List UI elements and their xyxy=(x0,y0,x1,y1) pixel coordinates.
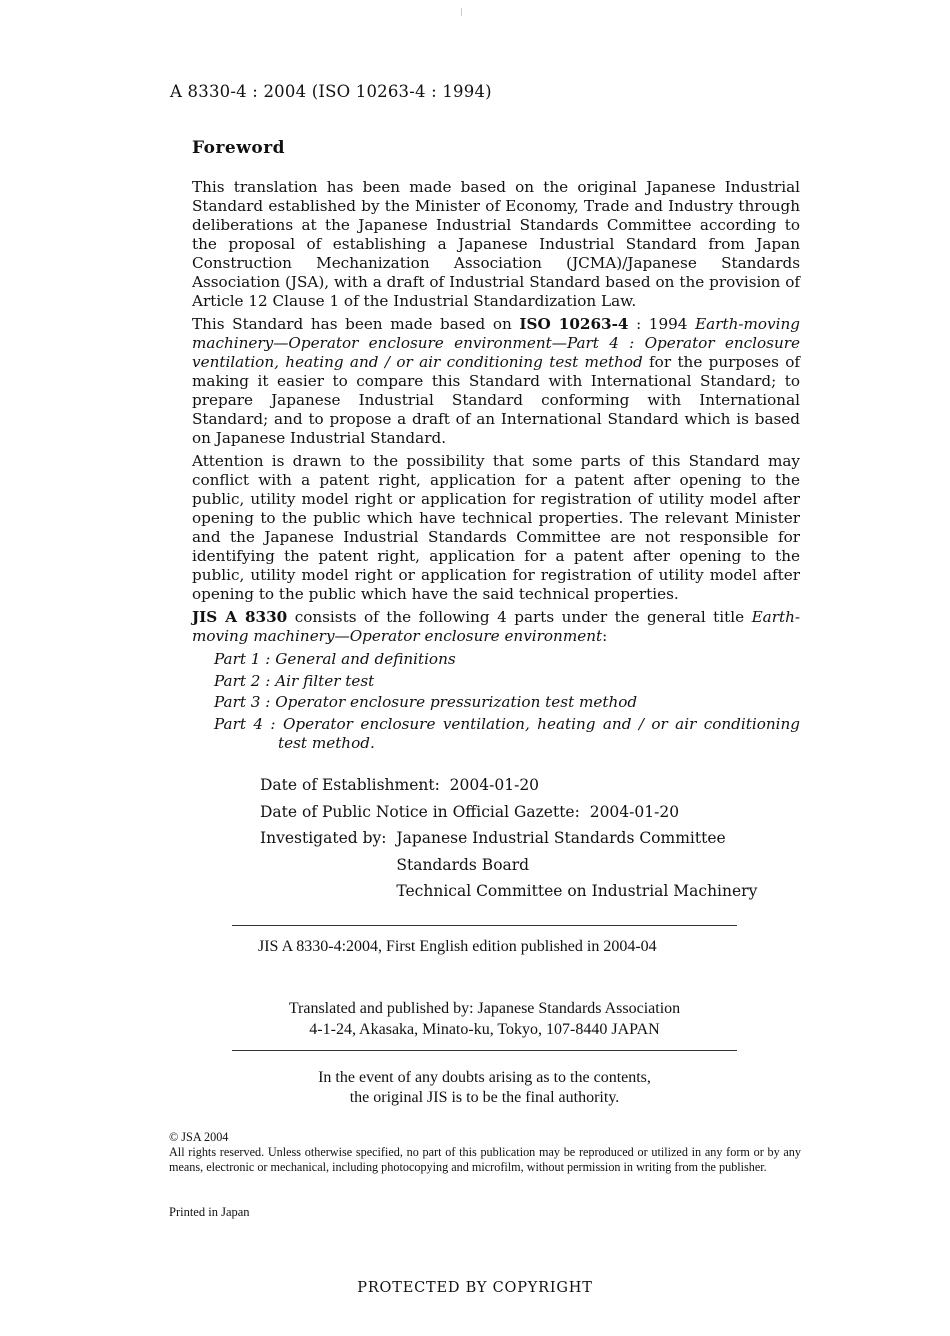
part-item: Part 3 : Operator enclosure pressurization test method xyxy=(214,693,638,711)
printed-in: Printed in Japan xyxy=(169,1205,250,1219)
publisher-block xyxy=(232,998,737,1040)
establishment-row xyxy=(260,772,757,799)
public-notice-label: Date of Public Notice in Official Gazette: xyxy=(260,802,580,821)
standard-designation: A 8330-4 : 2004 (ISO 10263-4 : 1994) xyxy=(170,82,492,101)
general-title: Earth-moving machinery—Operator enclosure environment xyxy=(192,608,800,645)
jis-reference: JIS A 8330 xyxy=(192,608,288,626)
establishment-label: Date of Establishment: xyxy=(260,776,440,794)
dates-block xyxy=(260,772,757,905)
scan-speck xyxy=(461,8,462,16)
investigating-body: Japanese Industrial Standards Committee xyxy=(396,829,726,847)
foreword-paragraph-3: Attention is drawn to the possibility that some parts of this Standard may conflict with a patent right, application for a patent after opening to the public, utility model right or application for registration of utility model after opening to the public which have technical properties. The relevant Minister and the Japanese Industrial Standards Committee are not responsible for identifying the patent right, application for a patent after opening to the public, utility model right or application for registration of utility model after opening to the public which have the said technical properties. xyxy=(192,452,800,603)
parts-list xyxy=(192,650,800,754)
foreword-body xyxy=(192,178,800,756)
foreword-heading: Foreword xyxy=(192,138,286,158)
investigated-label: Investigated by: xyxy=(260,829,387,847)
copyright-notice: © JSA 2004 xyxy=(169,1130,229,1144)
investigating-body: Standards Board xyxy=(396,855,530,874)
investigated-bodies xyxy=(396,825,757,905)
establishment-value: 2004-01-20 xyxy=(449,776,540,794)
divider-top xyxy=(232,925,737,926)
part-item: Part 2 : Air filter test xyxy=(214,671,375,690)
publisher-address: 4-1-24, Akasaka, Minato-ku, Tokyo, 107-8440 JAPAN xyxy=(309,1021,660,1038)
investigating-body: Technical Committee on Industrial Machinery xyxy=(396,882,758,900)
copyright-block xyxy=(169,1130,801,1175)
public-notice-row xyxy=(260,799,757,826)
page-footer: PROTECTED BY COPYRIGHT xyxy=(357,1280,593,1296)
publisher-name: Translated and published by: Japanese Standards Association xyxy=(288,1000,681,1017)
divider-bottom xyxy=(232,1050,737,1051)
iso-title: Earth-moving machinery—Operator enclosure environment—Part 4 : Operator enclosure ventilation, heating and / or air conditioning test method xyxy=(192,315,800,371)
rights-statement: All rights reserved. Unless otherwise specified, no part of this publication may be reproduced or utilized in any form or by any means, electronic or mechanical, including photocopying and microfilm, without permission in writing from the publisher. xyxy=(169,1145,801,1174)
foreword-paragraph-2: This Standard has been made based on ISO 10263-4 : 1994 Earth-moving machinery—Operator enclosure environment—Part 4 : Operator enclosure ventilation, heating and / or air conditioning test method for the purposes of making it easier to compare this Standard with International Standard; to prepare Japanese Industrial Standard conforming with International Standard; and to propose a draft of an International Standard which is based on Japanese Industrial Standard. xyxy=(192,315,800,447)
foreword-paragraph-1: This translation has been made based on the original Japanese Industrial Standard established by the Minister of Economy, Trade and Industry through deliberations at the Japanese Industrial Standards Committee according to the proposal of establishing a Japanese Industrial Standard from Japan Construction Mechanization Association (JCMA)/Japanese Standards Association (JSA), with a draft of Industrial Standard based on the provision of Article 12 Clause 1 of the Industrial Standardization Law. xyxy=(192,178,800,310)
iso-reference: ISO 10263-4 xyxy=(519,315,629,333)
foreword-paragraph-4: JIS A 8330 consists of the following 4 parts under the general title Earth-moving machinery—Operator enclosure environment: xyxy=(192,608,800,645)
part-item: Part 4 : Operator enclosure ventilation, heating and / or air conditioning test method. xyxy=(214,714,800,752)
part-item: Part 1 : General and definitions xyxy=(214,650,456,668)
authority-note: In the event of any doubts arising as to the contents, the original JIS is to be the final authority. xyxy=(318,1069,651,1106)
public-notice-value: 2004-01-20 xyxy=(589,802,680,821)
edition-note: JIS A 8330-4:2004, First English edition published in 2004-04 xyxy=(258,938,657,955)
investigated-row xyxy=(260,825,757,905)
